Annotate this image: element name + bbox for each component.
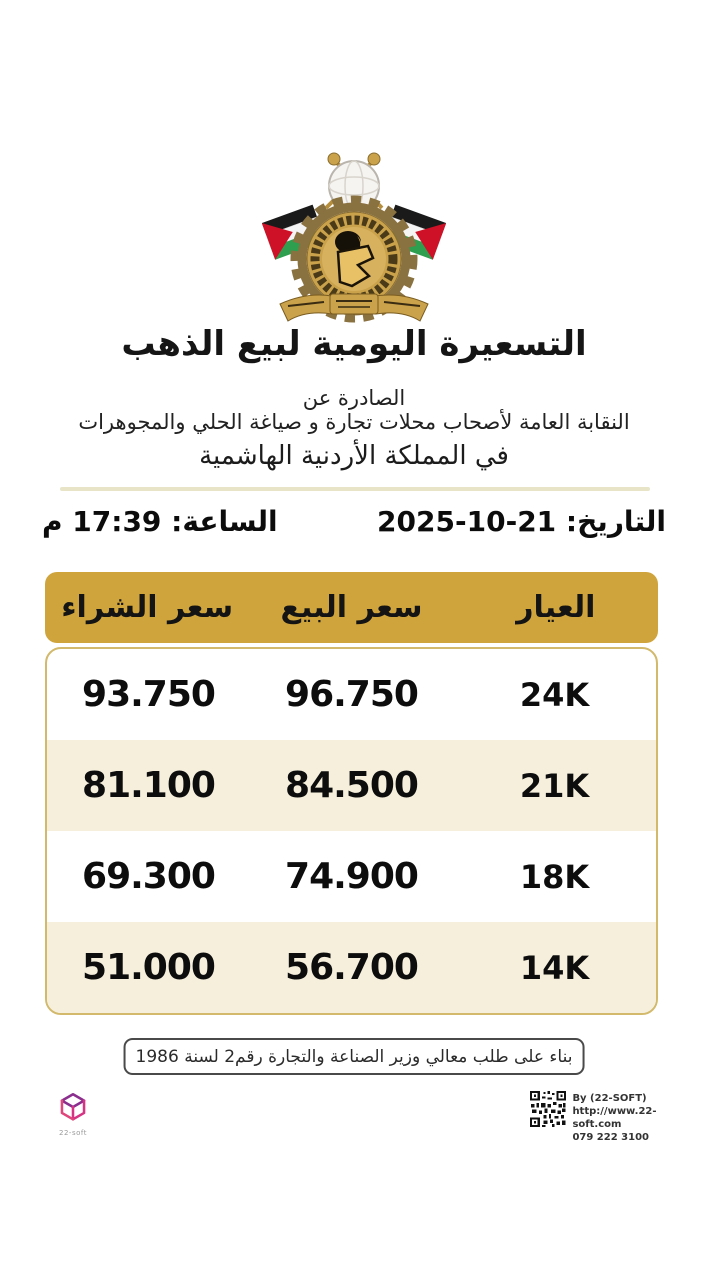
date-value: 21-10-2025 [377, 505, 557, 538]
country-line: في المملكة الأردنية الهاشمية [199, 441, 509, 471]
syndicate-logo [262, 146, 446, 332]
ministerial-note: بناء على طلب معالي وزير الصناعة والتجارة رقم2 لسنة 1986 [124, 1038, 585, 1075]
section-divider [60, 487, 650, 491]
table-row-18k [47, 831, 656, 922]
karat-cell: 18K [519, 857, 590, 896]
credit-phone-line: 079 222 3100 [572, 1132, 649, 1143]
sell-price-cell: 74.900 [285, 856, 418, 897]
buy-price-cell: 69.300 [82, 856, 215, 897]
buy-price-cell: 51.000 [82, 947, 215, 988]
sell-price-cell: 84.500 [285, 765, 418, 806]
date-label: التاريخ: [565, 505, 666, 538]
buy-price-cell: 93.750 [82, 674, 215, 715]
date-field [377, 505, 666, 538]
developer-logo [50, 1090, 96, 1137]
table-row-24k [47, 649, 656, 740]
karat-cell: 21K [519, 766, 590, 805]
time-label: الساعة: [171, 505, 278, 538]
datetime-row [0, 505, 708, 538]
column-header-karat: العيار [516, 590, 596, 625]
time-field [42, 505, 278, 538]
issued-by-line: الصادرة عن [302, 386, 406, 410]
page-title: التسعيرة اليومية لبيع الذهب [121, 324, 587, 364]
price-table-header [45, 572, 658, 643]
qr-code-icon [530, 1090, 566, 1128]
credit-url-line: http://www.22-soft.com [572, 1106, 657, 1130]
cube-logo-icon [54, 1090, 92, 1124]
software-credit [530, 1090, 700, 1144]
developer-logo-label: 22-soft [59, 1129, 87, 1137]
column-header-buy: سعر الشراء [61, 590, 234, 625]
time-value: 17:39 م [42, 505, 162, 538]
credit-by-line: By (22-SOFT) [572, 1093, 647, 1104]
organization-line: النقابة العامة لأصحاب محلات تجارة و صياغة الحلي والمجوهرات [78, 410, 630, 434]
sell-price-cell: 56.700 [285, 947, 418, 988]
price-table-body [45, 647, 658, 1015]
karat-cell: 24K [519, 675, 590, 714]
sell-price-cell: 96.750 [285, 674, 418, 715]
karat-cell: 14K [519, 948, 590, 987]
syndicate-emblem-icon [262, 146, 446, 332]
column-header-sell: سعر البيع [280, 590, 423, 625]
table-row-14k [47, 922, 656, 1013]
table-row-21k [47, 740, 656, 831]
buy-price-cell: 81.100 [82, 765, 215, 806]
